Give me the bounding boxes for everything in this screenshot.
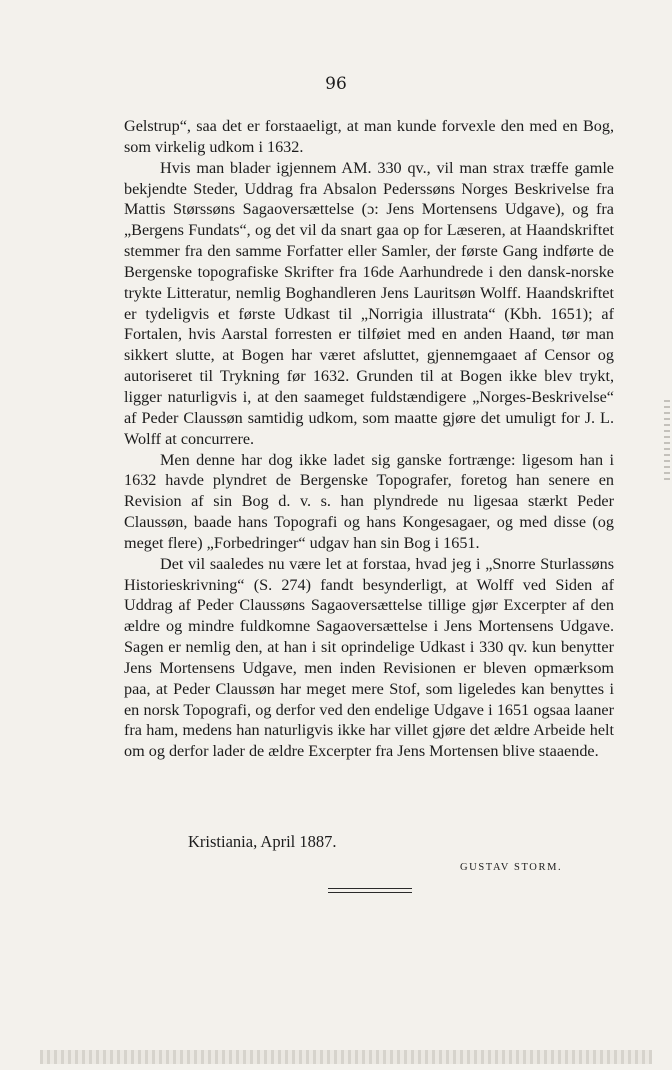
scan-bottom-edge (40, 1050, 652, 1064)
paragraph-4: Det vil saaledes nu være let at forstaa, hvad jeg i „Snorre Sturlassøns Historieskrivning“ (S. 274) fandt besynderligt, at Wolff ved Siden af Uddrag af Peder Claussøns Sagaoversættelse tillige gjør Excerpter af den ældre og mindre fuldkomne Sagaoversættelse i Jens Mortensens Udgave. Sagen er nemlig den, at han i sit oprindelige Udkast i 330 qv. kun benytter Jens Mortensens Udgave, men inden Revisionen er bleven opmærksom paa, at Peder Claussøn har meget mere Stof, som ligeledes kan benyttes i en norsk Topografi, og derfor ved den endelige Udgave i 1651 ogsaa laaner fra ham, medens han naturligvis ikke har villet gjøre det ældre Arbeide helt om og derfor lader de ældre Excerpter fra Jens Mortensen blive staaende. (124, 554, 614, 761)
end-rule-top (328, 888, 412, 889)
end-rule-bottom (328, 892, 412, 893)
paragraph-2: Hvis man blader igjennem AM. 330 qv., vil man strax træffe gamle bekjendte Steder, Uddrag fra Absalon Pederssøns Norges Beskrivelse fra Mattis Størssøns Sagaoversættelse (ɔ: Jens Mortensens Udgave), og fra „Bergens Fundats“, og det vil da snart gaa op for Læseren, at Haandskriftet stemmer fra den samme Forfatter eller Samler, der første Gang indførte de Bergenske topografiske Skrifter fra 16de Aarhundrede i den dansk-norske trykte Litteratur, nemlig Boghandleren Jens Lauritsøn Wolff. Haandskriftet er tydeligvis et første Udkast til „Norrigia illustrata“ (Kbh. 1651); af Fortalen, hvis Aarstal forresten er tilføiet med en anden Haand, tør man sikkert slutte, at Bogen har været afsluttet, gjennemgaaet af Censor og autoriseret til Trykning før 1632. Grunden til at Bogen ikke blev trykt, ligger naturligvis i, at den saameget fuldstændigere „Norges-Beskrivelse“ af Peder Claussøn samtidig udkom, som maatte gjøre det umuligt for J. L. Wolff at concurrere. (124, 158, 614, 448)
page-number: 96 (325, 74, 347, 94)
paragraph-3: Men denne har dog ikke ladet sig ganske fortrænge: ligesom han i 1632 havde plyndret de Bergenske Topografer, foretog han senere en Revision af sin Bog d. v. s. han plyndrede nu ligesaa stærkt Peder Claussøn, baade hans Topografi og hans Kongesagaer, og med disse (og meget flere) „Forbedringer“ udgav han sin Bog i 1651. (124, 450, 614, 552)
place-date-signoff: Kristiania, April 1887. (188, 832, 337, 851)
scan-right-edge (664, 400, 670, 480)
author-signature: GUSTAV STORM. (460, 862, 563, 873)
body-text (124, 116, 614, 762)
paragraph-1: Gelstrup“, saa det er forstaaeligt, at man kunde forvexle den med en Bog, som virkelig udkom i 1632. (124, 117, 614, 156)
